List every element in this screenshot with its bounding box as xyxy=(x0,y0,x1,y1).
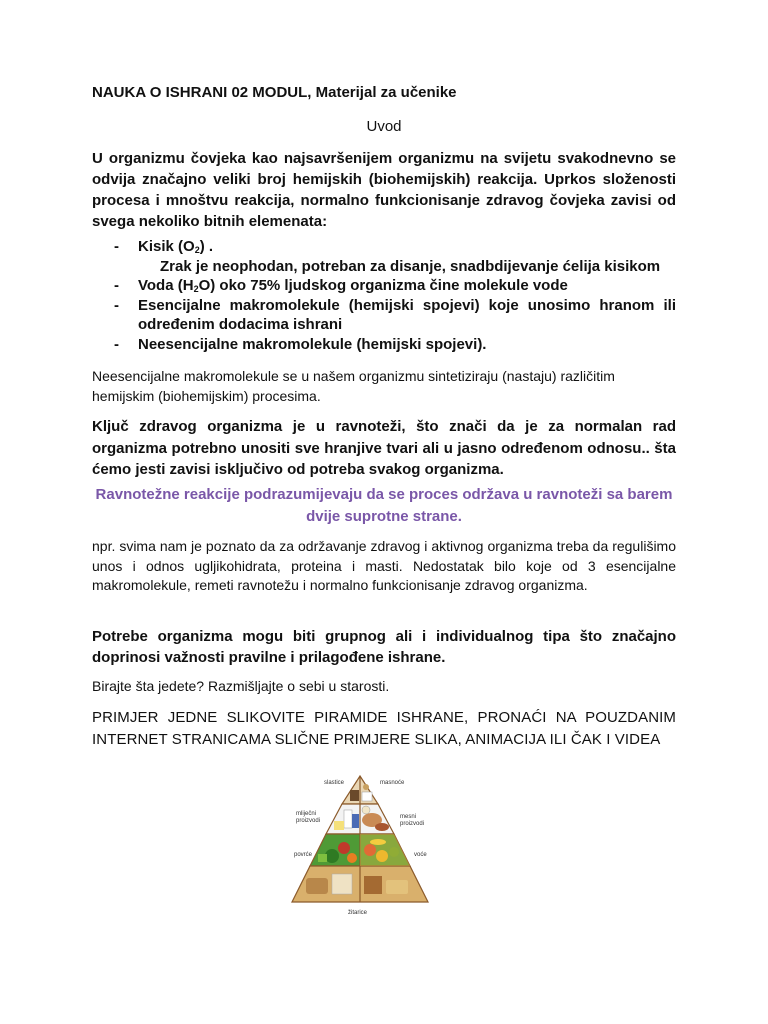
food-pyramid-image xyxy=(286,774,434,920)
highlight-paragraph: Ravnotežne reakcije podrazumijevaju da se proces održava u ravnoteži sa barem dvije suprotne strane. xyxy=(95,486,673,525)
pyramid-label-meat-1: mesni xyxy=(400,814,417,820)
list-bullet: - xyxy=(114,277,119,294)
list-item-text: Esencijalne makromolekule (hemijski spojevi) koje unosimo hranom ili određenim dodacima ishrani xyxy=(138,296,676,333)
element-list xyxy=(92,237,676,354)
intro-paragraph: U organizmu čovjeka kao najsavršenijem organizmu na svijetu svakodnevno se odvija značajno veliki broj hemijskih (biohemijskih) reakcija. Uprkos složenosti procesa i mnoštvu reakcija, normalno funkcionisanje zdravog čovjeka zavisi od svega nekoliko bitnih elemenata: xyxy=(92,150,676,230)
pyramid-label-vegetables: povrće xyxy=(294,852,313,858)
pyramid-label-grains: žitarice xyxy=(348,910,368,916)
example-paragraph: npr. svima nam je poznato da za održavanje zdravog i aktivnog organizma treba da regulišimo unos i odnos ugljikohidrata, proteina i masti. Nedostatak bilo koje od 3 esencijalne makromolekule, remeti ravnotežu i normalno funkcionisanje zdravog organizma. xyxy=(92,538,676,593)
food-pyramid-graphic xyxy=(286,774,434,920)
document-title: NAUKA O ISHRANI 02 MODUL, Materijal za učenike xyxy=(92,84,457,101)
list-bullet: - xyxy=(114,296,119,314)
pyramid-label-dairy-2: proizvodi xyxy=(296,818,321,824)
pyramid-label-fruit: voće xyxy=(414,852,427,858)
caps-paragraph: PRIMJER JEDNE SLIKOVITE PIRAMIDE ISHRANE, PRONAĆI NA POUZDANIM INTERNET STRANICAMA SLIČNE PRIMJERE SLIKA, ANIMACIJA ILI ČAK I VIDEA xyxy=(92,709,676,748)
list-item xyxy=(92,276,676,296)
list-item xyxy=(92,237,676,257)
list-item xyxy=(92,335,676,355)
choose-paragraph: Birajte šta jedete? Razmišljajte o sebi u starosti. xyxy=(92,678,390,694)
key-paragraph: Ključ zdravog organizma je u ravnoteži, što znači da je za normalan rad organizma potrebno unositi sve hranjive tvari ali u jasno određenom odnosu.. šta ćemo jesti zavisi isključivo od potreba svakog organizma. xyxy=(92,418,676,478)
pyramid-label-dairy-1: mliječni xyxy=(296,811,317,817)
list-bullet: - xyxy=(114,238,119,255)
list-item-text: Kisik $(O_2)$ . xyxy=(138,238,214,255)
section-heading: Uvod xyxy=(366,118,402,135)
list-item-text: Voda $(H_2O)$ oko 75% ljudskog organizma čine molekule vode xyxy=(138,277,568,294)
nonessential-paragraph: Neesencijalne makromolekule se u našem organizmu sintetiziraju (nastaju) različitim hemijskim (biohemijskim) procesima. xyxy=(92,368,615,404)
list-item-detail: Zrak je neophodan, potreban za disanje, snadbdijevanje ćelija kisikom xyxy=(160,257,661,275)
list-item xyxy=(92,296,676,335)
pyramid-label-fats: masnoće xyxy=(380,780,405,786)
needs-paragraph: Potrebe organizma mogu biti grupnog ali i individualnog tipa što značajno doprinosi važnosti pravilne i prilagođene ishrane. xyxy=(92,628,676,666)
pyramid-label-sweets: slastice xyxy=(324,780,345,786)
list-bullet: - xyxy=(114,335,119,353)
pyramid-label-meat-2: proizvodi xyxy=(400,821,425,827)
list-item-text: Neesencijalne makromolekule (hemijski spojevi). xyxy=(138,335,487,353)
